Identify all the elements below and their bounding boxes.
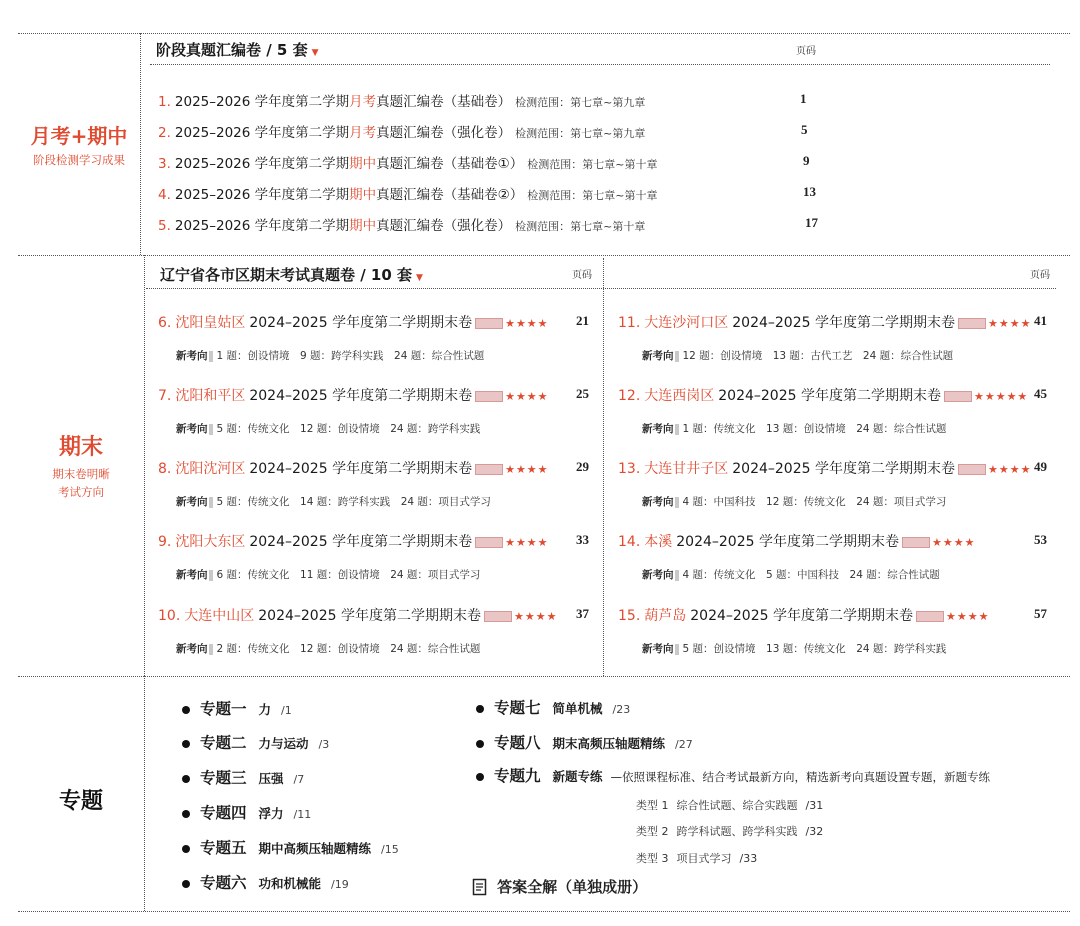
new-trend-label: 新考向 (176, 496, 208, 508)
type-page: /32 (805, 825, 824, 838)
item-number: 14. (618, 534, 641, 550)
topic-desc: 浮力 (258, 806, 284, 821)
difficulty-stars: ★★★★ (945, 609, 990, 623)
new-trend-line (642, 641, 946, 656)
difficulty-stars: ★★★★ (505, 462, 549, 476)
item-number: 11. (618, 315, 641, 331)
difficulty-badge-icon (902, 537, 930, 548)
answer-book (472, 876, 647, 897)
topic-item[interactable] (182, 766, 304, 788)
exam-row[interactable] (158, 385, 549, 405)
new-trend-items: 12 题：创设情境 13 题：古代工艺 24 题：综合性试题 (682, 350, 954, 362)
exam-title: 2024–2025 学年度第二学期期末卷 (249, 388, 473, 404)
new-trend-label: 新考向 (642, 496, 674, 508)
exam-title: 2024–2025 学年度第二学期期末卷 (732, 315, 955, 331)
difficulty-badge-icon (916, 611, 944, 622)
exam-row[interactable] (158, 214, 645, 234)
new-trend-label: 新考向 (176, 350, 208, 362)
topic-item[interactable] (476, 696, 630, 718)
exam-title: 2024–2025 学年度第二学期期末卷 (249, 315, 473, 331)
item-number: 6. (158, 315, 172, 331)
item-number: 8. (158, 461, 172, 477)
section2-title: 辽宁省各市区期末考试真题卷 / 10 套 (160, 266, 413, 284)
district-name: 大连西岗区 (644, 388, 715, 404)
difficulty-stars: ★★★★ (513, 609, 558, 623)
new-trend-items: 1 题：创设情境 9 题：跨学科实践 24 题：综合性试题 (216, 350, 485, 362)
bullet-icon (182, 845, 190, 853)
item-number: 12. (618, 388, 641, 404)
topic-page: /27 (675, 738, 693, 751)
item-title-pre: 2025–2026 学年度第二学期 (174, 125, 350, 141)
type-item[interactable] (636, 850, 765, 866)
difficulty-stars: ★★★★ (505, 389, 549, 403)
topic-page: /11 (293, 808, 312, 821)
topic-desc: 压强 (258, 771, 284, 786)
type-text: 项目式学习 (676, 852, 732, 865)
district-name: 沈阳沈河区 (175, 461, 246, 477)
section3-side-title: 专题 (58, 789, 103, 814)
item-number: 15. (618, 608, 641, 624)
bullet-icon (182, 810, 190, 818)
district-name: 大连中山区 (184, 608, 255, 624)
new-trend-items: 2 题：传统文化 12 题：创设情境 24 题：综合性试题 (216, 643, 481, 655)
topic-item[interactable] (182, 697, 292, 719)
topic-item[interactable] (476, 731, 693, 753)
difficulty-stars: ★★★★★ (973, 389, 1029, 403)
marker-icon (675, 424, 679, 435)
district-name: 本溪 (644, 534, 673, 550)
exam-row[interactable] (158, 90, 645, 110)
topic-page: /19 (331, 878, 349, 891)
bullet-icon (476, 740, 484, 748)
exam-title: 2024–2025 学年度第二学期期末卷 (690, 608, 913, 624)
topic-page: /7 (293, 773, 305, 786)
difficulty-badge-icon (475, 464, 503, 475)
page-number: 29 (576, 459, 589, 474)
topic-name: 专题四 (200, 804, 247, 822)
type-text: 跨学科试题、跨学科实践 (676, 825, 798, 838)
item-number: 4. (158, 187, 171, 203)
item-title-pre: 2025–2026 学年度第二学期 (174, 94, 350, 110)
marker-icon (675, 644, 679, 655)
topic-desc: 功和机械能 (258, 876, 322, 891)
bullet-icon (182, 740, 190, 748)
new-trend-label: 新考向 (642, 423, 674, 435)
section2-side-subtitle-2: 考试方向 (58, 485, 104, 499)
exam-row[interactable] (158, 458, 549, 478)
topic-item[interactable] (182, 731, 329, 753)
item-title-post: 真题汇编卷（基础卷②） (376, 187, 524, 203)
topic-page: /23 (612, 703, 631, 716)
topic-item[interactable] (182, 836, 399, 858)
marker-icon (675, 351, 679, 362)
section1-title: 阶段真题汇编卷 / 5 套 (156, 41, 308, 59)
item-title-highlight: 月考 (349, 94, 377, 110)
page-number: 37 (576, 606, 589, 621)
difficulty-stars: ★★★★ (505, 535, 549, 549)
difficulty-badge-icon (958, 318, 986, 329)
section1-header (156, 39, 319, 60)
new-trend-items: 5 题：传统文化 12 题：创设情境 24 题：跨学科实践 (216, 423, 481, 435)
topic-name: 专题二 (200, 734, 247, 752)
section2-side-title: 期末 (58, 435, 103, 460)
item-title-highlight: 期中 (349, 156, 377, 172)
type-page: /33 (739, 852, 758, 865)
item-title-highlight: 期中 (349, 187, 377, 203)
page-number: 5 (801, 122, 808, 137)
type-page: /31 (805, 799, 824, 812)
exam-row[interactable] (618, 458, 1031, 478)
page-number: 57 (1034, 606, 1047, 621)
section2-header-rule (146, 288, 1056, 289)
marker-icon (209, 497, 213, 508)
topic-name: 专题八 (494, 734, 541, 752)
page-number: 33 (576, 532, 589, 547)
type-item[interactable] (636, 823, 831, 839)
difficulty-badge-icon (475, 537, 503, 548)
page-number: 21 (576, 313, 589, 328)
marker-icon (209, 351, 213, 362)
marker-icon (209, 424, 213, 435)
item-title-pre: 2025–2026 学年度第二学期 (174, 156, 350, 172)
exam-row[interactable] (158, 312, 549, 332)
topic-desc: 新题专练 (552, 769, 603, 784)
type-label: 类型 2 (636, 825, 669, 838)
new-trend-line (642, 494, 946, 509)
item-number: 9. (158, 534, 172, 550)
new-trend-line (176, 421, 480, 436)
dropdown-triangle-icon: ▼ (311, 48, 319, 58)
new-trend-line (642, 567, 940, 582)
topic-item-9[interactable] (476, 764, 990, 786)
section2-page-header-left: 页码 (572, 270, 592, 281)
topic-desc: 力与运动 (258, 736, 309, 751)
answer-label: 答案全解（单独成册） (497, 878, 648, 896)
new-trend-line (176, 641, 480, 656)
new-trend-line (176, 348, 484, 363)
item-title-pre: 2025–2026 学年度第二学期 (174, 218, 350, 234)
district-name: 沈阳和平区 (175, 388, 246, 404)
item-title-post: 真题汇编卷（基础卷） (376, 94, 512, 110)
new-trend-line (176, 567, 480, 582)
exam-row[interactable] (158, 531, 549, 551)
topic-name: 专题五 (200, 839, 247, 857)
difficulty-stars: ★★★★ (505, 316, 549, 330)
topic-item[interactable] (182, 871, 349, 893)
marker-icon (209, 644, 213, 655)
exam-row[interactable] (618, 312, 1031, 332)
top-rule (18, 33, 1070, 34)
item-number: 3. (158, 156, 171, 172)
marker-icon (675, 497, 679, 508)
marker-icon (675, 570, 679, 581)
document-icon (472, 878, 488, 896)
new-trend-label: 新考向 (176, 643, 208, 655)
difficulty-badge-icon (475, 318, 503, 329)
section1-side-title: 月考+期中 (30, 124, 128, 148)
item-title-post: 真题汇编卷（强化卷） (376, 125, 512, 141)
item-title-highlight: 期中 (349, 218, 377, 234)
exam-title: 2024–2025 学年度第二学期期末卷 (732, 461, 955, 477)
exam-row[interactable] (618, 605, 989, 625)
column-divider (603, 258, 604, 676)
dropdown-triangle-icon: ▼ (416, 273, 423, 283)
new-trend-label: 新考向 (642, 569, 674, 581)
item-number: 7. (158, 388, 172, 404)
page-number: 13 (803, 184, 816, 199)
page-number: 41 (1034, 313, 1047, 328)
item-range: 检测范围：第七章~第十章 (527, 158, 658, 171)
type-label: 类型 1 (636, 799, 669, 812)
item-range: 检测范围：第七章~第九章 (515, 127, 646, 140)
district-name: 大连甘井子区 (644, 461, 729, 477)
difficulty-badge-icon (944, 391, 972, 402)
exam-row[interactable] (158, 183, 657, 203)
new-trend-line (642, 421, 946, 436)
new-trend-line (642, 348, 953, 363)
new-trend-items: 5 题：创设情境 13 题：传统文化 24 题：跨学科实践 (682, 643, 947, 655)
new-trend-line (176, 494, 491, 509)
district-name: 沈阳皇姑区 (175, 315, 246, 331)
exam-row[interactable] (158, 121, 645, 141)
topic-item[interactable] (182, 801, 311, 823)
section2-side-label (18, 430, 144, 501)
exam-title: 2024–2025 学年度第二学期期末卷 (249, 534, 473, 550)
bullet-icon (476, 773, 484, 781)
page-number: 17 (805, 215, 818, 230)
difficulty-stars: ★★★★ (987, 462, 1032, 476)
type-text: 综合性试题、综合实践题 (676, 799, 798, 812)
page-number: 25 (576, 386, 589, 401)
bullet-icon (182, 880, 190, 888)
topic-desc: 期中高频压轴题精练 (258, 841, 372, 856)
section-divider-1 (18, 255, 1070, 256)
new-trend-label: 新考向 (176, 569, 208, 581)
new-trend-items: 6 题：传统文化 11 题：创设情境 24 题：项目式学习 (216, 569, 481, 581)
marker-icon (209, 570, 213, 581)
new-trend-label: 新考向 (176, 423, 208, 435)
item-range: 检测范围：第七章~第十章 (515, 220, 646, 233)
new-trend-label: 新考向 (642, 643, 674, 655)
topic-page: /15 (381, 843, 399, 856)
district-name: 沈阳大东区 (175, 534, 246, 550)
side-divider-1 (140, 33, 141, 255)
new-trend-items: 5 题：传统文化 14 题：跨学科实践 24 题：项目式学习 (216, 496, 491, 508)
topic-name: 专题九 (494, 767, 541, 785)
exam-title: 2024–2025 学年度第二学期期末卷 (249, 461, 473, 477)
exam-title: 2024–2025 学年度第二学期期末卷 (676, 534, 899, 550)
item-range: 检测范围：第七章~第九章 (515, 96, 646, 109)
difficulty-badge-icon (484, 611, 512, 622)
section1-side-subtitle: 阶段检测学习成果 (33, 153, 125, 167)
page-number: 53 (1034, 532, 1047, 547)
difficulty-stars: ★★★★ (987, 316, 1032, 330)
exam-title: 2024–2025 学年度第二学期期末卷 (718, 388, 941, 404)
exam-row[interactable] (158, 605, 557, 625)
topic-name: 专题七 (494, 699, 541, 717)
exam-row[interactable] (618, 385, 1028, 405)
new-trend-items: 4 题：中国科技 12 题：传统文化 24 题：项目式学习 (682, 496, 947, 508)
exam-row[interactable] (158, 152, 657, 172)
section2-page-header-right: 页码 (1030, 270, 1050, 281)
bullet-icon (476, 705, 484, 713)
section1-header-rule (150, 64, 1050, 65)
type-item[interactable] (636, 797, 831, 813)
section3-side-label (18, 784, 144, 815)
district-name: 大连沙河口区 (644, 315, 729, 331)
item-number: 13. (618, 461, 641, 477)
page-number: 49 (1034, 459, 1047, 474)
page-number: 45 (1034, 386, 1047, 401)
item-title-pre: 2025–2026 学年度第二学期 (174, 187, 350, 203)
topic-page: /1 (281, 704, 292, 717)
side-divider-3 (144, 676, 145, 911)
topic-desc: 简单机械 (552, 701, 603, 716)
section2-header (160, 264, 423, 285)
section1-side-label (18, 120, 140, 169)
topic-note: —依照课程标准、结合考试最新方向，精选新考向真题设置专题，新题专练 (610, 770, 991, 784)
page-number: 9 (803, 153, 810, 168)
new-trend-items: 1 题：传统文化 13 题：创设情境 24 题：综合性试题 (682, 423, 947, 435)
exam-row[interactable] (618, 531, 975, 551)
difficulty-stars: ★★★★ (931, 535, 976, 549)
difficulty-badge-icon (958, 464, 986, 475)
item-title-post: 真题汇编卷（强化卷） (376, 218, 512, 234)
bullet-icon (182, 775, 190, 783)
district-name: 葫芦岛 (644, 608, 687, 624)
item-number: 10. (158, 608, 181, 624)
page-number: 1 (800, 91, 807, 106)
type-label: 类型 3 (636, 852, 669, 865)
item-title-post: 真题汇编卷（基础卷①） (376, 156, 524, 172)
topic-desc: 期末高频压轴题精练 (552, 736, 666, 751)
section-divider-2 (18, 676, 1070, 677)
topic-name: 专题三 (200, 769, 247, 787)
item-number: 5. (158, 218, 171, 234)
item-number: 2. (158, 125, 171, 141)
new-trend-label: 新考向 (642, 350, 674, 362)
topic-desc: 力 (258, 702, 272, 717)
item-number: 1. (158, 94, 171, 110)
bottom-rule (18, 911, 1070, 912)
item-title-highlight: 月考 (349, 125, 377, 141)
section2-side-subtitle-1: 期末卷明晰 (52, 467, 110, 481)
item-range: 检测范围：第七章~第十章 (527, 189, 658, 202)
section1-page-header: 页码 (796, 46, 816, 57)
difficulty-badge-icon (475, 391, 503, 402)
topic-page: /3 (318, 738, 330, 751)
exam-title: 2024–2025 学年度第二学期期末卷 (258, 608, 481, 624)
topic-name: 专题六 (200, 874, 247, 892)
side-divider-2 (144, 255, 145, 676)
new-trend-items: 4 题：传统文化 5 题：中国科技 24 题：综合性试题 (682, 569, 940, 581)
bullet-icon (182, 706, 190, 714)
topic-name: 专题一 (200, 700, 247, 718)
